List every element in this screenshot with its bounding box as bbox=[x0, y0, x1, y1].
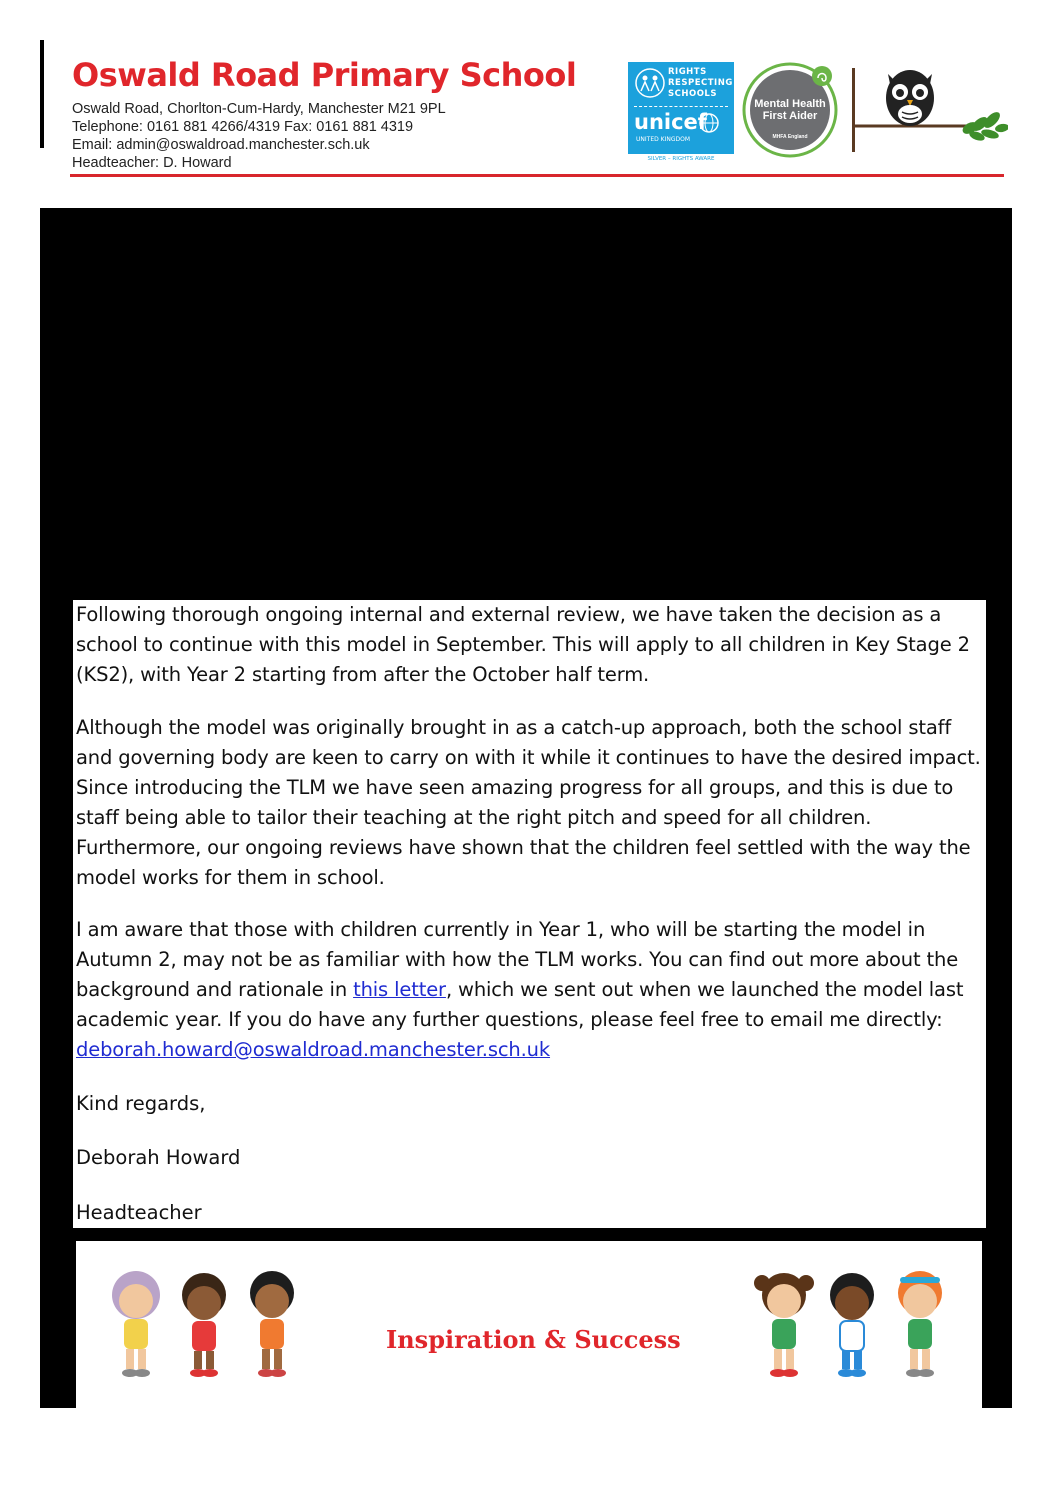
unicef-wordmark: unicef bbox=[634, 110, 707, 134]
school-name: Oswald Road Primary School bbox=[72, 56, 577, 94]
signoff: Kind regards, bbox=[76, 1092, 206, 1115]
email: Email: admin@oswaldroad.manchester.sch.uk bbox=[72, 137, 370, 153]
mental-health-first-aider-badge bbox=[742, 62, 838, 158]
header-divider bbox=[70, 174, 1004, 177]
footer-banner bbox=[76, 1241, 982, 1408]
rrs-divider bbox=[634, 106, 728, 107]
rrs-children-icon bbox=[634, 67, 666, 99]
mhfa-label: Mental Health First Aider bbox=[754, 98, 826, 122]
headteacher: Headteacher: D. Howard bbox=[72, 155, 232, 171]
unicef-globe-icon bbox=[698, 112, 720, 134]
tagline: Inspiration & Success bbox=[386, 1325, 681, 1354]
letter-body bbox=[73, 600, 986, 1228]
this-letter-link[interactable]: this letter bbox=[353, 978, 446, 1001]
contact-details bbox=[72, 100, 446, 172]
rights-respecting-schools-badge bbox=[628, 62, 734, 164]
owl-on-branch-logo bbox=[852, 64, 1008, 154]
telephone: Telephone: 0161 881 4266/4319 Fax: 0161 881 4319 bbox=[72, 119, 414, 135]
paragraph-2: Although the model was originally brought in as a catch-up approach, both the school staff and governing body are keen to carry on with it while it continues to have the desired impact. Since introducing the TLM we have seen amazing progress for all groups, and this is due to staff being able to tailor their teaching at the right pitch and speed for all children. Furthermore, our ongoing reviews have shown that the children feel settled with the way the model works for them in school. bbox=[76, 716, 981, 889]
paragraph-3: I am aware that those with children currently in Year 1, who will be starting the model in Autumn 2, may not be as familiar with how the TLM works. You can find out more about the background and rationale in this letter, which we sent out when we launched the model last academic year. If you do have any further questions, please feel free to email me directly: deborah.howard@oswaldroad.manchester.sch.uk bbox=[76, 918, 964, 1061]
unicef-country: UNITED KINGDOM bbox=[636, 136, 690, 143]
rrs-level: SILVER – RIGHTS AWARE bbox=[628, 154, 734, 164]
children-illustration-left bbox=[96, 1265, 316, 1385]
mhfa-org: MHFA England bbox=[772, 134, 808, 140]
rrs-title: RIGHTS RESPECTING SCHOOLS bbox=[668, 67, 733, 99]
letterhead bbox=[44, 40, 1012, 208]
email-link[interactable]: deborah.howard@oswaldroad.manchester.sch.uk bbox=[76, 1038, 551, 1061]
signer-name: Deborah Howard bbox=[76, 1146, 241, 1169]
address: Oswald Road, Chorlton-Cum-Hardy, Manchester M21 9PL bbox=[72, 101, 446, 117]
children-illustration-right bbox=[744, 1265, 964, 1385]
paragraph-1: Following thorough ongoing internal and external review, we have taken the decision as a school to continue with this model in September. This will apply to all children in Key Stage 2 (KS2), with Year 2 starting from after the October half term. bbox=[76, 603, 970, 686]
signer-title: Headteacher bbox=[76, 1201, 202, 1224]
